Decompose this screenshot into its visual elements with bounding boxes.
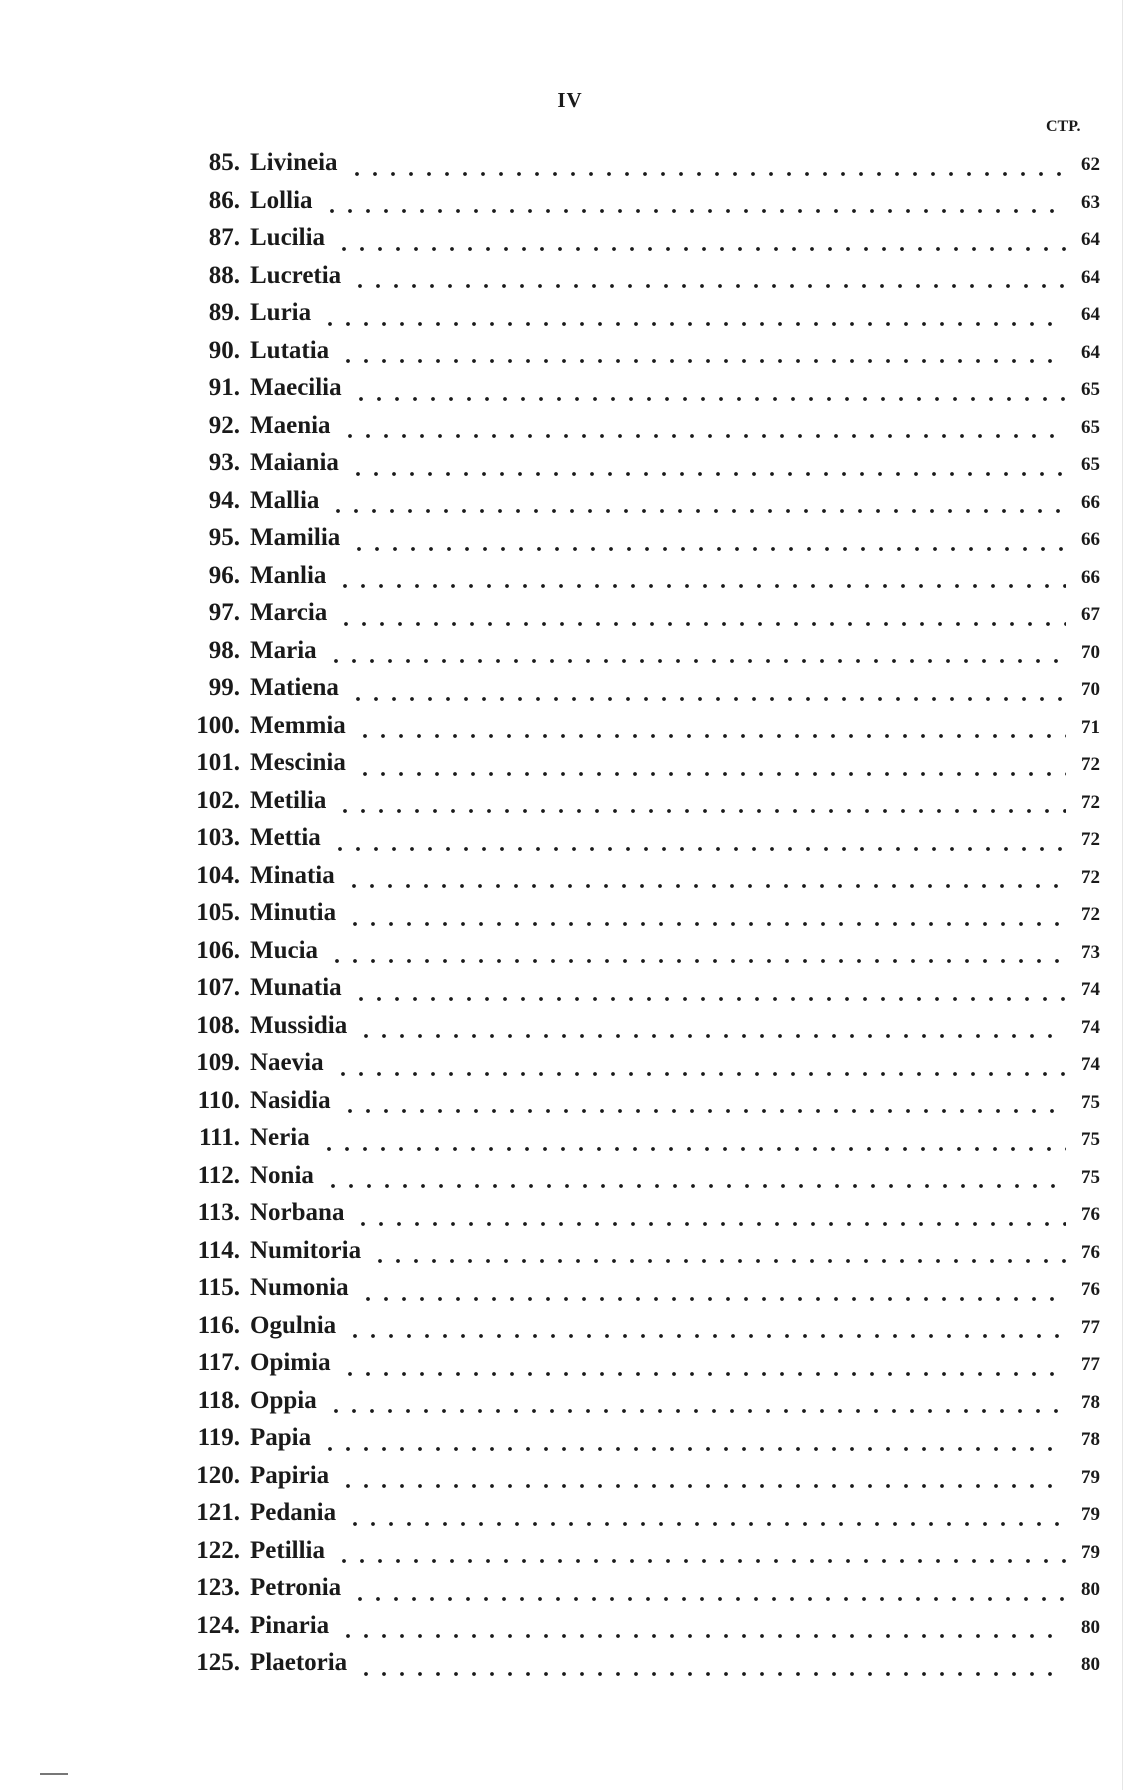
dot-leader xyxy=(336,582,1066,590)
entry-name: Lollia xyxy=(250,186,313,214)
entry-name: Ogulnia xyxy=(250,1311,337,1339)
dot-leader xyxy=(328,957,1066,965)
entry-page-number: 65 xyxy=(1081,416,1100,438)
dot-leader xyxy=(339,1632,1066,1640)
entry-number: 112. xyxy=(197,1161,240,1189)
entry-page-number: 64 xyxy=(1081,229,1100,250)
entry-name: Numitoria xyxy=(250,1236,362,1264)
toc-entry xyxy=(170,1537,1100,1575)
entry-name: Pinaria xyxy=(250,1611,330,1639)
toc-entry xyxy=(170,412,1100,450)
entry-name: Metilia xyxy=(250,786,327,814)
entry-number: 119. xyxy=(197,1424,240,1451)
dot-leader xyxy=(339,357,1066,365)
table-of-contents xyxy=(170,149,1100,1687)
entry-page-number: 76 xyxy=(1081,1279,1100,1300)
entry-name: Mussidia xyxy=(250,1011,348,1039)
entry-name: Oppia xyxy=(250,1386,317,1414)
entry-number: 89. xyxy=(208,299,240,326)
toc-entry xyxy=(170,1499,1100,1537)
page-number-header: IV xyxy=(557,88,583,112)
entry-number: 92. xyxy=(208,411,240,439)
toc-entry xyxy=(170,187,1100,225)
toc-entry xyxy=(170,1012,1100,1050)
entry-page-number: 65 xyxy=(1081,379,1100,400)
entry-page-number: 72 xyxy=(1081,829,1100,850)
entry-name: Matiena xyxy=(250,674,339,701)
dot-leader xyxy=(339,1482,1066,1490)
dot-leader xyxy=(346,920,1066,928)
entry-number: 111. xyxy=(199,1124,240,1151)
entry-page-number: 62 xyxy=(1081,154,1100,175)
toc-entry xyxy=(170,1274,1100,1312)
toc-entry xyxy=(170,1237,1100,1275)
dot-leader xyxy=(356,770,1066,778)
entry-page-number: 79 xyxy=(1081,1541,1100,1563)
toc-entry xyxy=(170,449,1100,487)
toc-entry xyxy=(170,1162,1100,1200)
dot-leader xyxy=(329,507,1066,515)
entry-name: Papia xyxy=(250,1424,312,1451)
toc-entry xyxy=(170,899,1100,937)
entry-page-number: 67 xyxy=(1081,604,1100,625)
toc-entry xyxy=(170,149,1100,187)
entry-number: 96. xyxy=(208,561,240,589)
entry-number: 101. xyxy=(196,749,240,776)
entry-page-number: 72 xyxy=(1081,866,1100,888)
dot-leader xyxy=(346,1520,1066,1528)
dot-leader xyxy=(341,432,1066,440)
dot-leader xyxy=(327,1407,1066,1415)
entry-page-number: 72 xyxy=(1081,904,1100,925)
toc-entry xyxy=(170,862,1100,900)
page-column-label: CTP. xyxy=(1046,118,1081,135)
entry-number: 95. xyxy=(208,524,240,551)
dot-leader xyxy=(341,1370,1066,1378)
entry-page-number: 76 xyxy=(1081,1204,1100,1225)
dot-leader xyxy=(327,657,1066,665)
toc-entry xyxy=(170,674,1100,712)
toc-entry xyxy=(170,299,1100,337)
toc-entry xyxy=(170,1349,1100,1387)
dot-leader xyxy=(324,1182,1066,1190)
dot-leader xyxy=(352,995,1066,1003)
entry-page-number: 78 xyxy=(1081,1429,1100,1450)
entry-name: Norbana xyxy=(250,1199,345,1226)
entry-name: Lucilia xyxy=(250,224,326,251)
entry-page-number: 80 xyxy=(1081,1654,1100,1675)
toc-entry xyxy=(170,374,1100,412)
toc-entry xyxy=(170,487,1100,525)
dot-leader xyxy=(350,545,1066,553)
entry-page-number: 77 xyxy=(1081,1316,1100,1338)
toc-entry xyxy=(170,937,1100,975)
entry-name: Pedania xyxy=(250,1499,337,1526)
toc-entry xyxy=(170,262,1100,300)
dot-leader xyxy=(351,282,1066,290)
entry-name: Minutia xyxy=(250,899,337,926)
dot-leader xyxy=(320,1145,1066,1153)
entry-name: Mescinia xyxy=(250,749,346,776)
entry-name: Munatia xyxy=(250,974,342,1001)
entry-page-number: 72 xyxy=(1081,791,1100,813)
entry-page-number: 66 xyxy=(1081,566,1100,588)
toc-entry xyxy=(170,1312,1100,1350)
entry-name: Lutatia xyxy=(250,336,330,364)
toc-entry xyxy=(170,1049,1100,1087)
entry-page-number: 73 xyxy=(1081,941,1100,963)
toc-entry xyxy=(170,1124,1100,1162)
entry-page-number: 80 xyxy=(1081,1616,1100,1638)
entry-page-number: 64 xyxy=(1081,266,1100,288)
entry-name: Petronia xyxy=(250,1574,342,1601)
entry-number: 125. xyxy=(196,1649,240,1676)
entry-page-number: 77 xyxy=(1081,1354,1100,1375)
entry-number: 118. xyxy=(197,1386,240,1414)
dot-leader xyxy=(321,320,1066,328)
toc-entry xyxy=(170,224,1100,262)
entry-number: 103. xyxy=(196,824,240,851)
entry-name: Papiria xyxy=(250,1461,330,1489)
toc-entry xyxy=(170,1649,1100,1687)
entry-name: Marcia xyxy=(250,599,328,626)
entry-name: Opimia xyxy=(250,1349,331,1376)
dot-leader xyxy=(334,1070,1066,1078)
dot-leader xyxy=(371,1257,1066,1265)
dot-leader xyxy=(335,1557,1066,1565)
toc-entry xyxy=(170,599,1100,637)
entry-page-number: 66 xyxy=(1081,491,1100,513)
dot-leader xyxy=(337,620,1066,628)
entry-number: 121. xyxy=(196,1499,240,1526)
entry-number: 117. xyxy=(197,1349,240,1376)
entry-page-number: 75 xyxy=(1081,1166,1100,1188)
dot-leader xyxy=(351,1595,1066,1603)
entry-number: 116. xyxy=(197,1311,240,1339)
scan-mark xyxy=(40,1773,68,1775)
entry-number: 90. xyxy=(208,336,240,364)
entry-name: Maecilia xyxy=(250,374,342,401)
entry-name: Maenia xyxy=(250,411,331,439)
toc-entry xyxy=(170,1387,1100,1425)
toc-entry xyxy=(170,1087,1100,1125)
dot-leader xyxy=(359,1295,1066,1303)
entry-number: 108. xyxy=(196,1011,240,1039)
entry-name: Maria xyxy=(250,636,317,664)
toc-entry xyxy=(170,1574,1100,1612)
entry-page-number: 66 xyxy=(1081,529,1100,550)
entry-page-number: 80 xyxy=(1081,1579,1100,1600)
dot-leader xyxy=(357,1032,1066,1040)
toc-entry xyxy=(170,337,1100,375)
entry-name: Luria xyxy=(250,299,312,326)
entry-number: 122. xyxy=(196,1536,240,1564)
entry-name: Nonia xyxy=(250,1161,314,1189)
toc-entry xyxy=(170,1199,1100,1237)
entry-number: 105. xyxy=(196,899,240,926)
dot-leader xyxy=(349,695,1066,703)
entry-name: Memmia xyxy=(250,711,346,739)
entry-page-number: 64 xyxy=(1081,341,1100,363)
entry-page-number: 74 xyxy=(1081,1054,1100,1075)
entry-name: Neria xyxy=(250,1124,310,1151)
entry-name: Minatia xyxy=(250,861,335,889)
entry-number: 94. xyxy=(208,486,240,514)
entry-page-number: 79 xyxy=(1081,1504,1100,1525)
entry-page-number: 63 xyxy=(1081,191,1100,213)
entry-number: 114. xyxy=(197,1236,240,1264)
entry-page-number: 74 xyxy=(1081,1016,1100,1038)
entry-page-number: 74 xyxy=(1081,979,1100,1000)
entry-number: 99. xyxy=(208,674,240,701)
entry-page-number: 75 xyxy=(1081,1129,1100,1150)
dot-leader xyxy=(331,845,1066,853)
entry-name: Nasidia xyxy=(250,1086,331,1114)
entry-number: 123. xyxy=(196,1574,240,1601)
entry-name: Lucretia xyxy=(250,261,342,289)
entry-number: 120. xyxy=(196,1461,240,1489)
dot-leader xyxy=(356,732,1066,740)
page-edge-line xyxy=(1122,0,1123,1790)
entry-page-number: 71 xyxy=(1081,716,1100,738)
entry-page-number: 70 xyxy=(1081,641,1100,663)
dot-leader xyxy=(354,1220,1066,1228)
entry-page-number: 72 xyxy=(1081,754,1100,775)
entry-page-number: 64 xyxy=(1081,304,1100,325)
dot-leader xyxy=(346,1332,1066,1340)
entry-number: 107. xyxy=(196,974,240,1001)
toc-entry xyxy=(170,787,1100,825)
entry-name: Mettia xyxy=(250,824,321,851)
entry-page-number: 78 xyxy=(1081,1391,1100,1413)
entry-number: 87. xyxy=(208,224,240,251)
toc-entry xyxy=(170,1424,1100,1462)
entry-page-number: 75 xyxy=(1081,1091,1100,1113)
entry-name: Mallia xyxy=(250,486,320,514)
toc-entry xyxy=(170,637,1100,675)
entry-page-number: 76 xyxy=(1081,1241,1100,1263)
entry-page-number: 65 xyxy=(1081,454,1100,475)
entry-name: Maiania xyxy=(250,449,339,476)
entry-number: 102. xyxy=(196,786,240,814)
toc-entry xyxy=(170,749,1100,787)
entry-number: 97. xyxy=(208,599,240,626)
toc-entry xyxy=(170,712,1100,750)
entry-page-number: 79 xyxy=(1081,1466,1100,1488)
entry-number: 100. xyxy=(196,711,240,739)
entry-number: 93. xyxy=(208,449,240,476)
toc-entry xyxy=(170,1462,1100,1500)
entry-number: 113. xyxy=(197,1199,240,1226)
entry-name: Plaetoria xyxy=(250,1649,348,1676)
toc-entry xyxy=(170,824,1100,862)
entry-number: 124. xyxy=(196,1611,240,1639)
entry-number: 104. xyxy=(196,861,240,889)
entry-name: Mamilia xyxy=(250,524,341,551)
entry-name: Numonia xyxy=(250,1274,349,1301)
dot-leader xyxy=(348,170,1066,178)
entry-number: 110. xyxy=(197,1086,240,1114)
dot-leader xyxy=(323,207,1066,215)
entry-number: 91. xyxy=(208,374,240,401)
entry-number: 88. xyxy=(208,261,240,289)
dot-leader xyxy=(336,807,1066,815)
toc-entry xyxy=(170,974,1100,1012)
entry-name: Manlia xyxy=(250,561,327,589)
dot-leader xyxy=(345,882,1066,890)
entry-number: 86. xyxy=(208,186,240,214)
entry-number: 115. xyxy=(197,1274,240,1301)
entry-name: Livineia xyxy=(250,149,338,176)
dot-leader xyxy=(357,1670,1066,1678)
entry-page-number: 70 xyxy=(1081,679,1100,700)
dot-leader xyxy=(352,395,1066,403)
entry-number: 109. xyxy=(196,1049,240,1076)
entry-name: Petillia xyxy=(250,1536,325,1564)
toc-entry xyxy=(170,1612,1100,1650)
entry-number: 85. xyxy=(208,149,240,176)
entry-name: Mucia xyxy=(250,936,319,964)
dot-leader xyxy=(321,1445,1066,1453)
dot-leader xyxy=(341,1107,1066,1115)
entry-name: Naevia xyxy=(250,1049,324,1076)
entry-number: 106. xyxy=(196,936,240,964)
toc-entry xyxy=(170,524,1100,562)
dot-leader xyxy=(349,470,1066,478)
dot-leader xyxy=(335,245,1066,253)
entry-number: 98. xyxy=(208,636,240,664)
toc-entry xyxy=(170,562,1100,600)
